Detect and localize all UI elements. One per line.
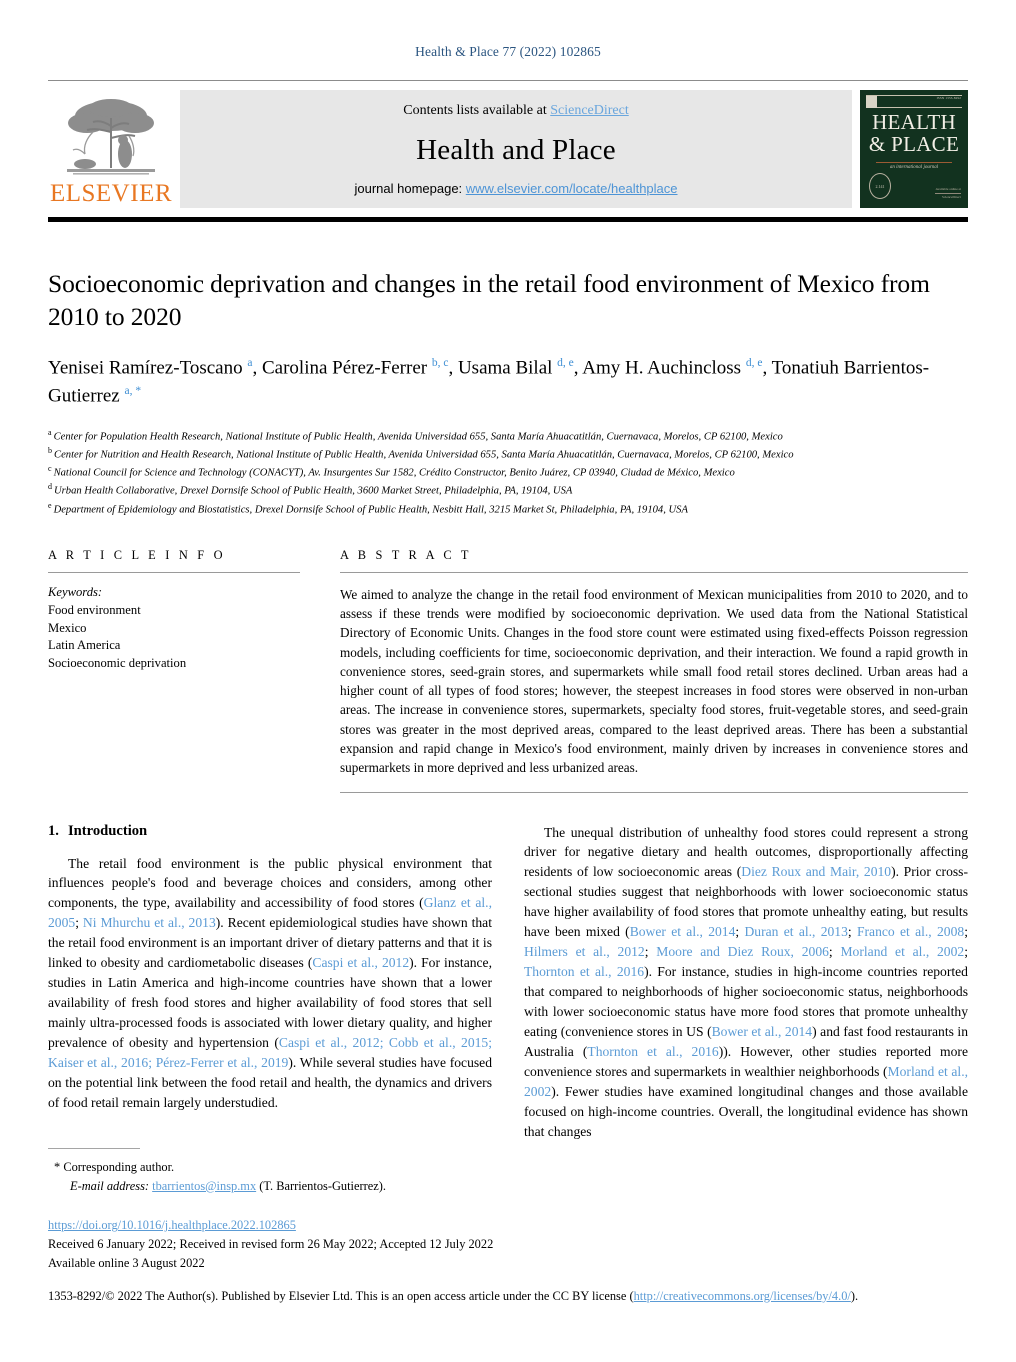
cover-issn: ISSN 1353-8292 xyxy=(936,96,961,100)
elsevier-tree-icon xyxy=(63,96,159,180)
affiliation-item xyxy=(48,481,968,499)
affiliation-text: National Council for Science and Technology (CONACYT), Av. Insurgentes Sur 1582, Crédito Constructor, Benito Juárez, CP 03940, Ciudad de México, Mexico xyxy=(53,467,735,479)
section-title-introduction xyxy=(48,823,492,840)
page-title: Socioeconomic deprivation and changes in the retail food environment of Mexico from 2010 to 2020 xyxy=(48,269,930,331)
email-label: E-mail address: xyxy=(70,1178,150,1193)
article-info-column xyxy=(48,548,300,793)
keyword-item: Socioeconomic deprivation xyxy=(48,656,187,671)
abstract-column xyxy=(340,548,968,793)
publication-meta xyxy=(48,1216,968,1273)
info-abstract-row xyxy=(48,548,968,793)
keyword-item: Mexico xyxy=(48,620,87,635)
cover-footer xyxy=(935,187,961,200)
elsevier-wordmark: ELSEVIER xyxy=(49,180,173,207)
sciencedirect-link[interactable]: ScienceDirect xyxy=(550,103,629,118)
homepage-prefix: journal homepage: xyxy=(354,181,466,196)
journal-masthead xyxy=(48,80,968,208)
footnote-rule xyxy=(48,1148,140,1149)
license-link[interactable]: http://creativecommons.org/licenses/by/4.0/ xyxy=(633,1289,851,1303)
cover-title xyxy=(860,112,968,156)
section-heading-text: Introduction xyxy=(67,822,148,839)
cover-seal-icon: 2.141 xyxy=(869,173,891,199)
page-footer xyxy=(48,1148,968,1304)
corresponding-author-note xyxy=(48,1158,968,1177)
body-columns xyxy=(48,823,968,1143)
contents-line xyxy=(403,103,629,119)
journal-band xyxy=(180,90,852,208)
affiliation-mark: b xyxy=(48,446,52,456)
affiliation-item xyxy=(48,445,968,463)
received-dates: Received 6 January 2022; Received in revised form 26 May 2022; Accepted 12 July 2022 xyxy=(48,1237,494,1252)
email-note xyxy=(48,1177,968,1196)
cover-title-line2: & PLACE xyxy=(868,131,960,156)
corresponding-text: Corresponding author. xyxy=(63,1160,175,1175)
contents-prefix: Contents lists available at xyxy=(403,103,551,118)
abstract-bottom-rule xyxy=(340,792,968,793)
license-line xyxy=(48,1289,968,1304)
body-column-right xyxy=(524,823,968,1143)
license-suffix: ). xyxy=(850,1289,859,1303)
cover-elsevier-mark-icon xyxy=(866,96,877,108)
affiliation-item xyxy=(48,500,968,518)
affiliation-text: Center for Nutrition and Health Research, National Institute of Public Health, Avenida Universidad 655, Santa María Ahuacatitlán, Cuernavaca, Morelos, CP 62100, Mexico xyxy=(54,449,794,461)
cover-title-line1: HEALTH xyxy=(872,110,956,134)
email-link[interactable]: tbarrientos@insp.mx xyxy=(152,1178,257,1193)
journal-homepage-line xyxy=(354,181,677,196)
keywords-block xyxy=(48,573,300,673)
paragraph: The retail food environment is the public physical environment that influences people's food and beverage choices and considers, among other components, the type, availability and accessibility of food stores (Glanz et al., 2005; Ni Mhurchu et al., 2013). Recent epidemiological studies have shown that the retail food environment is an important driver of dietary patterns and that it is linked to obesity and cardiometabolic diseases (Caspi et al., 2012). For instance, studies in Latin America and high-income countries have shown that a lower availability of fresh food stores and higher availability of food stores that sell mainly ultra-processed foods is associated with lower dietary quality, and higher prevalence of obesity and hypertension (Caspi et al., 2012; Cobb et al., 2015; Kaiser et al., 2016; Pérez-Ferrer et al., 2019). While several studies have focused on the potential link between the food retail and health, the dynamics and drivers of food retail remain largely understudied. xyxy=(48,855,492,1111)
masthead-bottom-rule xyxy=(48,217,968,222)
keyword-item: Latin America xyxy=(48,638,121,653)
abstract-text: We aimed to analyze the change in the retail food environment of Mexican municipalities from 2010 to 2020, and to assess if these trends were modified by socioeconomic deprivation. We used data from the National Statistical Directory of Economic Units. Changes in the food store count were estimated using fixed-effects Poisson regression models, including coefficients for time, socioeconomic deprivation, and their interaction. We found a rapid growth in convenience stores, seed-grain stores, and supermarkets while small food retail stores declined. Urban areas had a higher count of all types of food stores; however, the steepest increases in food stores were observed in non-urban areas. The increase in convenience stores, supermarkets, specialty food stores, fruit-vegetable stores, and seed-grain stores was greater in the most deprived areas, compared to the least deprived areas. There has been a substantial expansion and rapid change in Mexico's food environment, mainly driven by increases in convenience stores and supermarkets in more deprived and less urbanized areas. xyxy=(340,586,968,776)
cover-subtitle: an international journal xyxy=(889,165,939,170)
affiliation-list xyxy=(48,427,968,518)
cover-divider xyxy=(876,162,952,163)
affiliation-text: Center for Population Health Research, National Institute of Public Health, Avenida Universidad 655, Santa María Ahuacatitlán, Cuernavaca, Morelos, CP 62100, Mexico xyxy=(53,431,783,443)
keyword-item: Food environment xyxy=(48,602,141,617)
cover-footer-line1: Available online at xyxy=(935,187,961,192)
email-suffix: (T. Barrientos-Gutierrez). xyxy=(259,1178,386,1193)
elsevier-logo xyxy=(48,90,174,208)
affiliation-text: Department of Epidemiology and Biostatistics, Drexel Dornsife School of Public Health, Nesbitt Hall, 3215 Market St, Philadelphia, PA, 19104, USA xyxy=(53,504,688,516)
abstract-heading: A B S T R A C T xyxy=(340,547,472,562)
affiliation-mark: a xyxy=(48,427,52,437)
doi-link[interactable]: https://doi.org/10.1016/j.healthplace.2022.102865 xyxy=(48,1218,296,1233)
author-list: Yenisei Ramírez-Toscano $^a$, Carolina Pérez-Ferrer $^{b, c}$, Usama Bilal $^{d, e}$, Amy H. Auchincloss $^{d, e}$, Tonatiuh Barrientos-Gutierrez $^{a, *}$ xyxy=(48,357,930,406)
affiliation-mark: e xyxy=(48,500,52,510)
affiliation-item xyxy=(48,463,968,481)
running-head: Health & Place 77 (2022) 102865 xyxy=(415,44,601,59)
available-online-date: Available online 3 August 2022 xyxy=(48,1256,205,1271)
corresponding-marker: * xyxy=(54,1160,61,1175)
keywords-label: Keywords: xyxy=(48,584,103,599)
journal-cover-image xyxy=(860,90,968,208)
affiliation-text: Urban Health Collaborative, Drexel Dornsife School of Public Health, 3600 Market Street, Philadelphia, PA, 19104, USA xyxy=(54,485,573,497)
title-block xyxy=(48,268,968,518)
body-column-left xyxy=(48,823,492,1143)
paragraph: The unequal distribution of unhealthy food stores could represent a strong driver for negative dietary and health outcomes, disproportionally affecting residents of low socioeconomic areas (Diez Roux and Mair, 2010). Prior cross-sectional studies suggest that neighborhoods with lower socioeconomic status have higher availability of food stores that promote unhealthy eating, but results have been mixed (Bower et al., 2014; Duran et al., 2013; Franco et al., 2008; Hilmers et al., 2012; Moore and Diez Roux, 2006; Morland et al., 2002; Thornton et al., 2016). For instance, studies in high-income countries reported that compared to neighborhoods of higher socioeconomic status, neighborhoods with lower socioeconomic status have more food stores that promote unhealthy eating (convenience stores in US (Bower et al., 2014) and fast food restaurants in Australia (Thornton et al., 2016)). However, other studies reported more convenience stores and supermarkets in wealthier neighborhoods (Morland et al., 2002). Fewer studies have examined longitudinal changes and those available focused on high-income countries. Overall, the longitudinal evidence has shown that changes xyxy=(524,824,969,1140)
affiliation-item xyxy=(48,427,968,445)
section-number: 1. xyxy=(48,822,59,839)
journal-homepage-link[interactable]: www.elsevier.com/locate/healthplace xyxy=(465,181,678,196)
cover-footer-line2: ScienceDirect xyxy=(935,193,961,200)
article-info-heading: A R T I C L E I N F O xyxy=(48,547,226,562)
license-prefix: 1353-8292/© 2022 The Author(s). Published by Elsevier Ltd. This is an open access article under the CC BY license ( xyxy=(48,1289,634,1303)
journal-title: Health and Place xyxy=(416,133,616,166)
affiliation-mark: c xyxy=(48,464,52,474)
affiliation-mark: d xyxy=(48,482,52,492)
